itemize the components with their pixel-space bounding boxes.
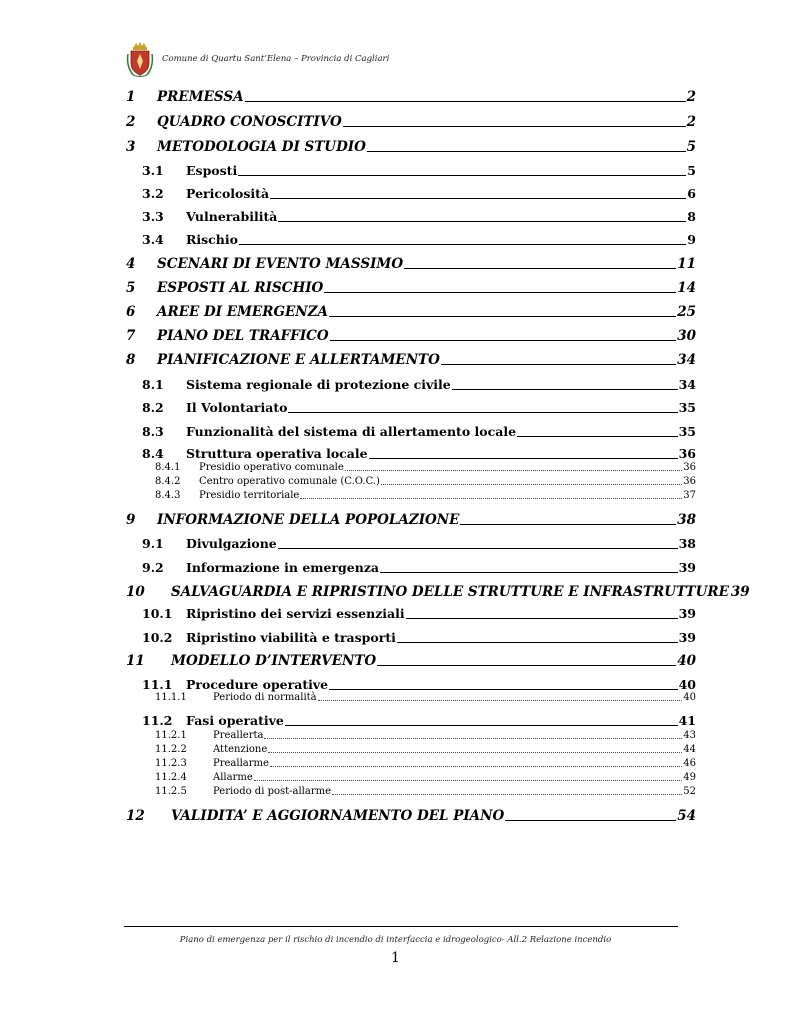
- toc-entry-number: 7: [126, 328, 136, 344]
- toc-entry-page: 41: [678, 713, 696, 728]
- toc-entry-11-2-2[interactable]: [155, 744, 696, 755]
- toc-entry-number: 10.1: [142, 606, 173, 621]
- toc-entry-title: Periodo di normalità: [213, 692, 317, 703]
- toc-entry-title: Procedure operative: [186, 677, 329, 692]
- toc-entry-number: 3.2: [142, 186, 164, 201]
- toc-entry-8-4[interactable]: [142, 446, 696, 461]
- toc-entry-11-1-1[interactable]: [155, 692, 696, 703]
- toc-entry-page: 54: [677, 808, 696, 824]
- toc-leader: [329, 316, 676, 317]
- toc-entry-title: Funzionalità del sistema di allertamento locale: [186, 424, 517, 439]
- toc-entry-title: Informazione in emergenza: [186, 560, 380, 575]
- toc-leader: [381, 484, 682, 485]
- toc-entry-page: 37: [683, 490, 696, 501]
- toc-entry-page: 40: [683, 692, 696, 703]
- footer-divider: [124, 926, 678, 927]
- toc-entry-page: 38: [677, 512, 696, 528]
- toc-entry-page: 34: [677, 352, 696, 368]
- toc-entry-11-2-4[interactable]: [155, 772, 696, 783]
- toc-leader: [330, 340, 677, 341]
- toc-entry-11-1[interactable]: [142, 677, 696, 692]
- toc-entry-number: 11.1: [142, 677, 173, 692]
- toc-leader: [441, 364, 676, 365]
- toc-leader: [377, 665, 676, 666]
- toc-leader: [264, 738, 682, 739]
- toc-leader: [367, 151, 686, 152]
- toc-entry-title: SCENARI DI EVENTO MASSIMO: [157, 256, 404, 272]
- toc-leader: [397, 642, 678, 643]
- toc-entry-title: SALVAGUARDIA E RIPRISTINO DELLE STRUTTURE E INFRASTRUTTURE: [171, 584, 729, 600]
- toc-entry-page: 11: [677, 256, 696, 272]
- toc-leader: [238, 175, 686, 176]
- toc-entry-number: 11.2: [142, 713, 173, 728]
- toc-entry-title: METODOLOGIA DI STUDIO: [157, 139, 366, 155]
- toc-leader: [285, 725, 678, 726]
- toc-entry-page: 8: [687, 209, 696, 224]
- toc-entry-number: 10: [126, 584, 145, 600]
- toc-entry-page: 14: [677, 280, 696, 296]
- toc-entry-number: 11.2.4: [155, 772, 187, 783]
- toc-entry-number: 8.4.1: [155, 462, 181, 473]
- toc-entry-8-4-2[interactable]: [155, 476, 696, 487]
- toc-entry-title: Divulgazione: [186, 536, 277, 551]
- toc-entry-title: PIANIFICAZIONE E ALLERTAMENTO: [157, 352, 440, 368]
- toc-entry-title: Esposti: [186, 163, 238, 178]
- toc-entry-8-3[interactable]: [142, 424, 696, 439]
- toc-leader: [245, 101, 686, 102]
- toc-entry-number: 8.4.2: [155, 476, 181, 487]
- header-municipality: Comune di Quartu Sant’Elena – Provincia di Cagliari: [162, 54, 390, 64]
- toc-entry-title: Preallerta: [213, 730, 264, 741]
- toc-entry-title: INFORMAZIONE DELLA POPOLAZIONE: [157, 512, 460, 528]
- toc-entry-title: PREMESSA: [157, 89, 244, 105]
- toc-leader: [268, 752, 682, 753]
- toc-leader: [404, 268, 676, 269]
- toc-leader: [369, 458, 678, 459]
- toc-leader: [345, 470, 683, 471]
- toc-entry-number: 8.2: [142, 400, 164, 415]
- toc-entry-11-2-5[interactable]: [155, 786, 696, 797]
- toc-entry-number: 5: [126, 280, 136, 296]
- toc-leader: [343, 126, 686, 127]
- toc-entry-page: 5: [686, 139, 696, 155]
- toc-entry-page: 2: [686, 114, 696, 130]
- toc-entry-number: 1: [126, 89, 136, 105]
- toc-leader: [460, 524, 676, 525]
- toc-entry-title: Preallarme: [213, 758, 269, 769]
- toc-entry-10[interactable]: [126, 584, 750, 600]
- toc-entry-number: 8.3: [142, 424, 164, 439]
- toc-leader: [329, 689, 678, 690]
- toc-leader: [318, 700, 683, 701]
- toc-entry-title: Presidio territoriale: [199, 490, 300, 501]
- toc-entry-page: 34: [678, 377, 696, 392]
- toc-leader: [406, 618, 678, 619]
- toc-entry-title: QUADRO CONOSCITIVO: [157, 114, 342, 130]
- toc-entry-number: 11.1.1: [155, 692, 187, 703]
- toc-entry-page: 2: [686, 89, 696, 105]
- toc-entry-11-2[interactable]: [142, 713, 696, 728]
- toc-entry-8-1[interactable]: [142, 377, 696, 392]
- toc-entry-page: 36: [678, 446, 696, 461]
- toc-leader: [278, 548, 678, 549]
- toc-entry-number: 11.2.3: [155, 758, 187, 769]
- toc-entry-title: PIANO DEL TRAFFICO: [157, 328, 329, 344]
- toc-entry-5[interactable]: [126, 280, 696, 296]
- toc-entry-page: 30: [677, 328, 696, 344]
- toc-leader: [270, 198, 686, 199]
- toc-entry-1[interactable]: [126, 89, 696, 105]
- toc-entry-number: 11.2.5: [155, 786, 187, 797]
- toc-leader: [332, 794, 682, 795]
- toc-leader: [300, 498, 682, 499]
- toc-entry-title: Ripristino viabilità e trasporti: [186, 630, 396, 645]
- toc-entry-page: 36: [683, 462, 696, 473]
- toc-entry-page: 39: [678, 560, 696, 575]
- toc-entry-3-3[interactable]: [142, 209, 696, 224]
- toc-entry-page: 39: [730, 584, 750, 600]
- toc-entry-number: 3.3: [142, 209, 164, 224]
- toc-entry-title: Il Volontariato: [186, 400, 288, 415]
- toc-entry-11[interactable]: [126, 653, 696, 669]
- toc-entry-page: 52: [683, 786, 696, 797]
- toc-entry-3[interactable]: [126, 139, 696, 155]
- toc-entry-number: 8.1: [142, 377, 164, 392]
- toc-entry-10-1[interactable]: [142, 606, 696, 621]
- toc-entry-title: Pericolosità: [186, 186, 270, 201]
- toc-entry-title: Sistema regionale di protezione civile: [186, 377, 451, 392]
- toc-entry-number: 3.1: [142, 163, 164, 178]
- toc-entry-10-2[interactable]: [142, 630, 696, 645]
- toc-leader: [452, 389, 678, 390]
- toc-entry-page: 43: [683, 730, 696, 741]
- toc-entry-page: 25: [677, 304, 696, 320]
- toc-entry-8-4-1[interactable]: [155, 462, 696, 473]
- toc-entry-12[interactable]: [126, 808, 696, 824]
- toc-leader: [254, 780, 683, 781]
- toc-entry-number: 8: [126, 352, 136, 368]
- toc-leader: [239, 244, 686, 245]
- toc-entry-number: 11: [126, 653, 145, 669]
- toc-entry-7[interactable]: [126, 328, 696, 344]
- toc-entry-number: 4: [126, 256, 136, 272]
- toc-entry-title: Allarme: [213, 772, 253, 783]
- toc-leader: [380, 572, 678, 573]
- toc-leader: [505, 820, 676, 821]
- toc-entry-page: 35: [678, 424, 696, 439]
- toc-entry-number: 11.2.2: [155, 744, 187, 755]
- toc-entry-page: 38: [678, 536, 696, 551]
- toc-entry-title: Rischio: [186, 232, 238, 247]
- toc-entry-3-4[interactable]: [142, 232, 696, 247]
- toc-entry-9-1[interactable]: [142, 536, 696, 551]
- toc-entry-title: ESPOSTI AL RISCHIO: [157, 280, 324, 296]
- page-header: [126, 42, 686, 78]
- toc-entry-page: 39: [678, 606, 696, 621]
- toc-entry-title: VALIDITA’ E AGGIORNAMENTO DEL PIANO: [171, 808, 505, 824]
- toc-leader: [517, 436, 678, 437]
- toc-entry-6[interactable]: [126, 304, 696, 320]
- toc-entry-page: 35: [678, 400, 696, 415]
- toc-entry-number: 3: [126, 139, 136, 155]
- toc-entry-title: Centro operativo comunale (C.O.C.): [199, 476, 380, 487]
- toc-entry-number: 6: [126, 304, 136, 320]
- toc-entry-11-2-1[interactable]: [155, 730, 696, 741]
- toc-entry-number: 11.2.1: [155, 730, 187, 741]
- toc-entry-number: 9.2: [142, 560, 164, 575]
- toc-entry-number: 3.4: [142, 232, 164, 247]
- toc-entry-number: 9: [126, 512, 136, 528]
- toc-entry-page: 36: [683, 476, 696, 487]
- toc-entry-title: Attenzione: [213, 744, 268, 755]
- toc-entry-2[interactable]: [126, 114, 696, 130]
- toc-entry-9[interactable]: [126, 512, 696, 528]
- toc-entry-page: 5: [687, 163, 696, 178]
- toc-entry-4[interactable]: [126, 256, 696, 272]
- toc-leader: [270, 766, 682, 767]
- toc-entry-title: Presidio operativo comunale: [199, 462, 344, 473]
- toc-entry-3-1[interactable]: [142, 163, 696, 178]
- toc-leader: [288, 412, 677, 413]
- toc-entry-11-2-3[interactable]: [155, 758, 696, 769]
- toc-entry-page: 40: [678, 677, 696, 692]
- toc-entry-number: 12: [126, 808, 145, 824]
- toc-entry-8[interactable]: [126, 352, 696, 368]
- toc-entry-page: 6: [687, 186, 696, 201]
- toc-leader: [278, 221, 686, 222]
- toc-entry-number: 9.1: [142, 536, 164, 551]
- toc-entry-title: Fasi operative: [186, 713, 284, 728]
- toc-entry-number: 8.4: [142, 446, 164, 461]
- toc-entry-page: 49: [683, 772, 696, 783]
- toc-leader: [324, 292, 676, 293]
- toc-entry-page: 39: [678, 630, 696, 645]
- toc-entry-number: 2: [126, 114, 136, 130]
- toc-entry-page: 46: [683, 758, 696, 769]
- toc-entry-title: Vulnerabilità: [186, 209, 278, 224]
- toc-entry-number: 10.2: [142, 630, 173, 645]
- toc-entry-page: 9: [687, 232, 696, 247]
- page-number: 1: [391, 950, 400, 966]
- municipal-coat-of-arms-icon: [126, 42, 154, 78]
- footer-caption: Piano di emergenza per il rischio di incendio di interfaccia e idrogeologico- All.2 Relazione incendio: [179, 935, 612, 945]
- toc-entry-8-2[interactable]: [142, 400, 696, 415]
- toc-entry-page: 40: [677, 653, 696, 669]
- toc-entry-8-4-3[interactable]: [155, 490, 696, 501]
- toc-entry-title: AREE DI EMERGENZA: [157, 304, 328, 320]
- toc-entry-number: 8.4.3: [155, 490, 181, 501]
- toc-entry-title: Ripristino dei servizi essenziali: [186, 606, 405, 621]
- toc-entry-3-2[interactable]: [142, 186, 696, 201]
- toc-entry-title: MODELLO D’INTERVENTO: [171, 653, 377, 669]
- toc-entry-title: Struttura operativa locale: [186, 446, 368, 461]
- toc-entry-9-2[interactable]: [142, 560, 696, 575]
- toc-entry-title: Periodo di post-allarme: [213, 786, 332, 797]
- toc-entry-page: 44: [683, 744, 696, 755]
